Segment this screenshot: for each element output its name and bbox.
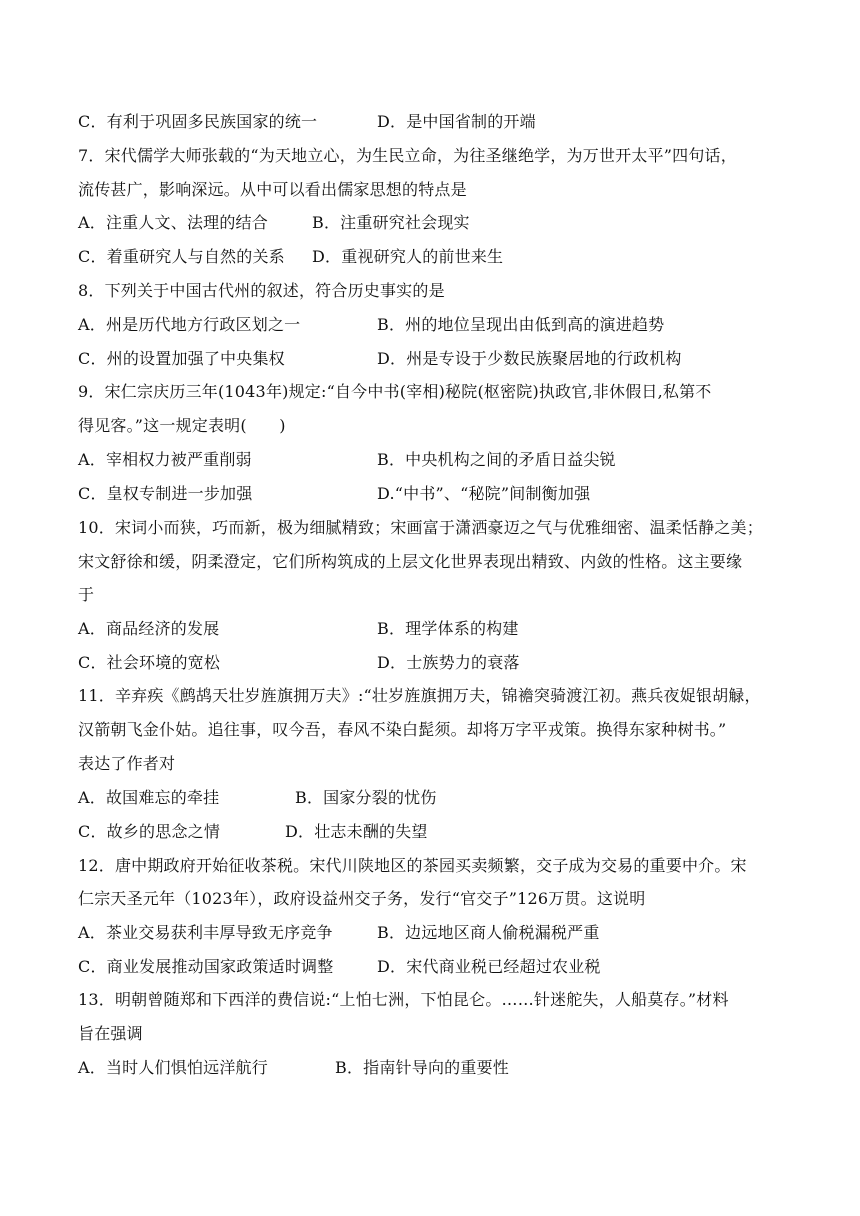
option-b: B．注重研究社会现实 <box>312 213 470 232</box>
option-a: A．当时人们惧怕远洋航行 <box>78 1058 268 1077</box>
option-a: A．注重人文、法理的结合 <box>78 213 268 232</box>
option-d: D.“中书”、“秘院”间制衡加强 <box>377 484 591 503</box>
question-13-text: 13．明朝曾随郑和下西洋的费信说:“上怕七洲，下怕昆仑。……针迷舵失，人船莫存。”材料 <box>78 990 729 1009</box>
option-a: A．商品经济的发展 <box>78 619 220 638</box>
question-11-text-cont: 汉箭朝飞金仆姑。追往事，叹今吾，春风不染白髭须。却将万字平戎策。换得东家种树书。” <box>78 720 727 739</box>
question-9-text-cont: 得见客。”这一规定表明( ) <box>78 416 286 435</box>
option-a: A．茶业交易获利丰厚导致无序竞争 <box>78 923 333 942</box>
option-d: D．是中国省制的开端 <box>377 112 536 131</box>
question-13-text-cont: 旨在强调 <box>78 1024 143 1043</box>
option-d: D．士族势力的衰落 <box>377 653 520 672</box>
option-b: B．国家分裂的忧伤 <box>295 788 437 807</box>
option-a: A．宰相权力被严重削弱 <box>78 450 252 469</box>
question-10-text-cont: 于 <box>78 585 95 604</box>
option-c: C．社会环境的宽松 <box>78 653 221 672</box>
question-12-text-cont: 仁宗天圣元年（1023年），政府设益州交子务，发行“官交子”126万贯。这说明 <box>78 889 646 908</box>
option-c: C．着重研究人与自然的关系 <box>78 247 285 266</box>
option-b: B．边远地区商人偷税漏税严重 <box>377 923 600 942</box>
question-10-text: 10．宋词小而狭，巧而新，极为细腻精致；宋画富于潇洒豪迈之气与优雅细密、温柔恬静之美； <box>78 518 763 537</box>
option-b: B．理学体系的构建 <box>377 619 519 638</box>
option-a: A．州是历代地方行政区划之一 <box>78 315 301 334</box>
option-d: D．壮志未酬的失望 <box>285 822 428 841</box>
question-10-text-cont: 宋文舒徐和缓，阴柔澄定，它们所构筑成的上层文化世界表现出精致、内敛的性格。这主要缘 <box>78 552 743 571</box>
option-b: B．州的地位呈现出由低到高的演进趋势 <box>377 315 665 334</box>
option-d: D．重视研究人的前世来生 <box>312 247 504 266</box>
option-a: A．故国难忘的牵挂 <box>78 788 220 807</box>
question-11-text-cont: 表达了作者对 <box>78 754 176 773</box>
option-c: C．有利于巩固多民族国家的统一 <box>78 112 318 131</box>
question-7-text: 7．宋代儒学大师张载的“为天地立心，为生民立命，为往圣继绝学，为万世开太平”四句话， <box>78 146 737 165</box>
question-12-text: 12．唐中期政府开始征收茶税。宋代川陕地区的茶园买卖频繁，交子成为交易的重要中介。宋 <box>78 856 747 875</box>
question-11-text: 11．辛弃疾《鹧鸪天壮岁旌旗拥万夫》:“壮岁旌旗拥万夫，锦襜突骑渡江初。燕兵夜娖银胡觮， <box>78 686 761 705</box>
option-c: C．州的设置加强了中央集权 <box>78 349 285 368</box>
question-7-text-cont: 流传甚广，影响深远。从中可以看出儒家思想的特点是 <box>78 180 467 199</box>
option-c: C．皇权专制进一步加强 <box>78 484 253 503</box>
option-b: B．中央机构之间的矛盾日益尖锐 <box>377 450 616 469</box>
option-d: D．州是专设于少数民族聚居地的行政机构 <box>377 349 682 368</box>
question-9-text: 9．宋仁宗庆历三年(1043年)规定:“自今中书(宰相)秘院(枢密院)执政官,非休假日,私第不 <box>78 382 712 401</box>
question-8-text: 8．下列关于中国古代州的叙述，符合历史事实的是 <box>78 281 445 300</box>
option-c: C．故乡的思念之情 <box>78 822 221 841</box>
option-b: B．指南针导向的重要性 <box>335 1058 509 1077</box>
option-d: D．宋代商业税已经超过农业税 <box>377 957 601 976</box>
option-c: C．商业发展推动国家政策适时调整 <box>78 957 334 976</box>
